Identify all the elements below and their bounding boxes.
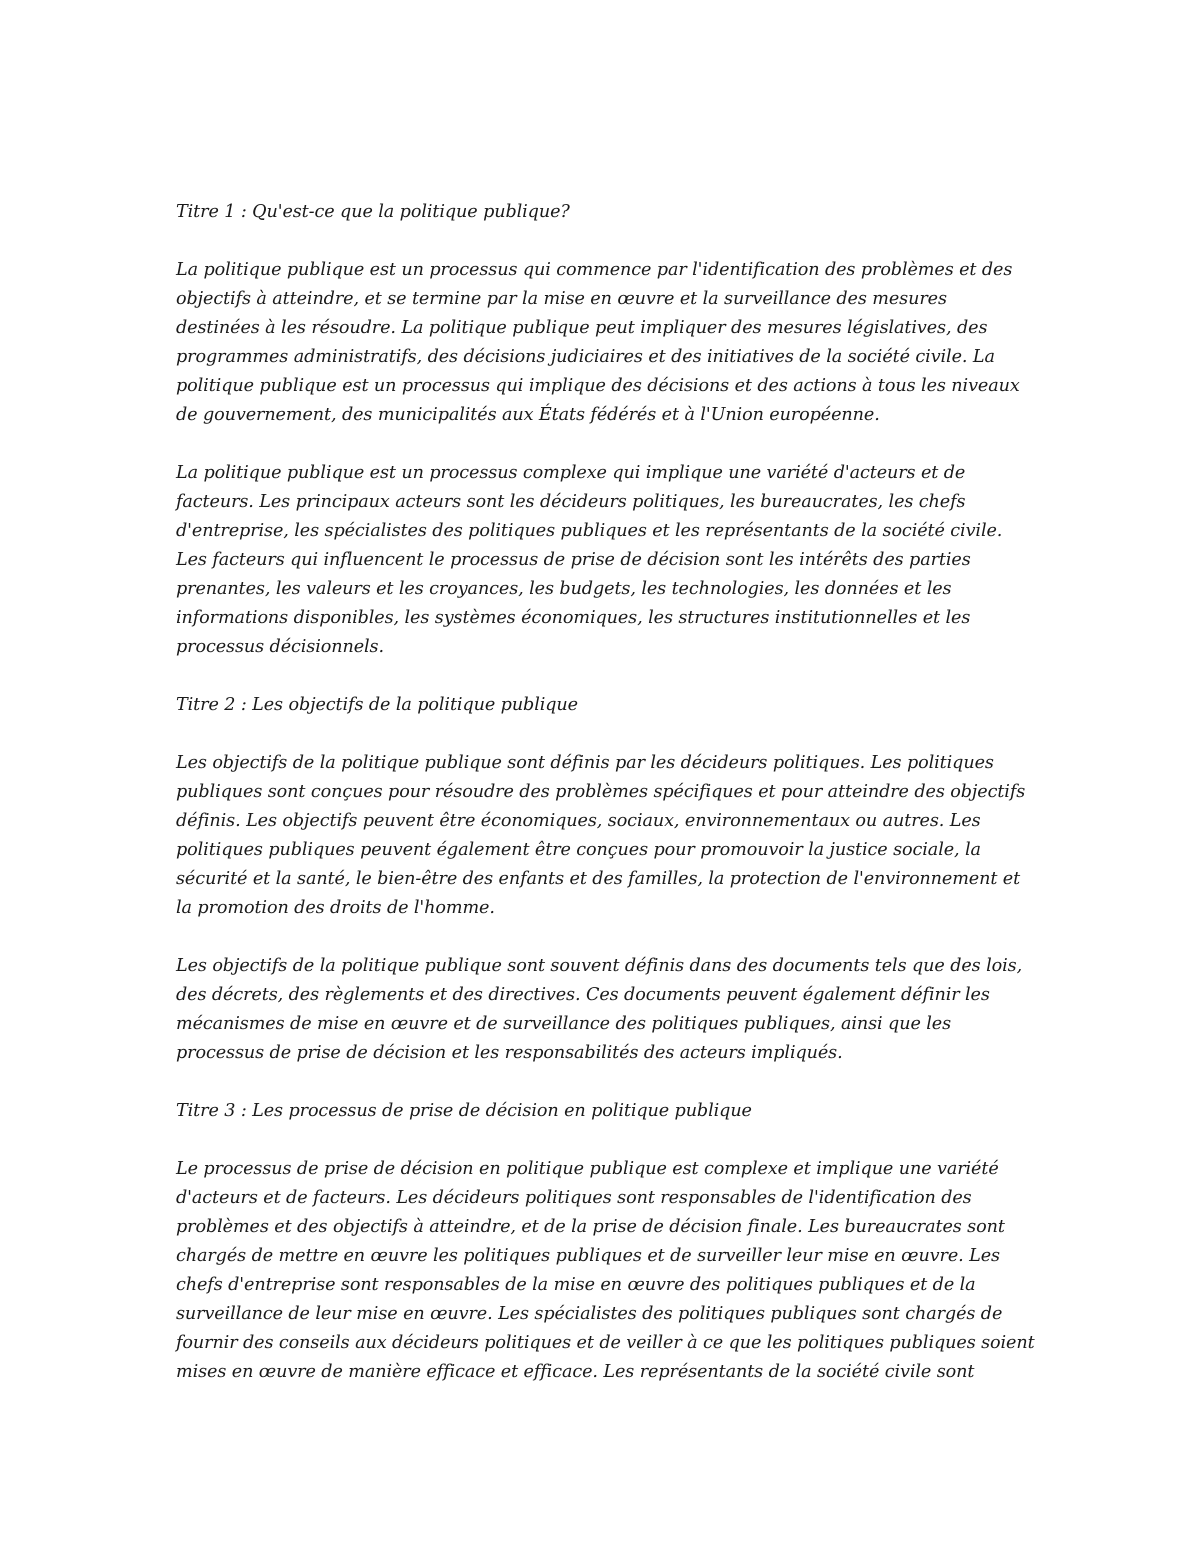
section-3-title: Titre 3 : Les processus de prise de décision en politique publique xyxy=(176,1101,752,1121)
section-1-paragraph-1: La politique publique est un processus qui commence par l'identification des problèmes et des objectifs à atteindre, et se termine par la mise en œuvre et la surveillance des mesures destinées à les résoudre. La politique publique peut impliquer des mesures législatives, des programmes administratifs, des décisions judiciaires et des initiatives de la société civile. La politique publique est un processus qui implique des décisions et des actions à tous les niveaux de gouvernement, des municipalités aux États fédérés et à l'Union européenne. xyxy=(176,260,1020,425)
section-2-paragraph-1: Les objectifs de la politique publique sont définis par les décideurs politiques. Les politiques publiques sont conçues pour résoudre des problèmes spécifiques et pour atteindre des objectifs définis. Les objectifs peuvent être économiques, sociaux, environnementaux ou autres. Les politiques publiques peuvent également être conçues pour promouvoir la justice sociale, la sécurité et la santé, le bien-être des enfants et des familles, la protection de l'environnement et la promotion des droits de l'homme. xyxy=(176,753,1026,918)
section-2-paragraph-2: Les objectifs de la politique publique sont souvent définis dans des documents tels que des lois, des décrets, des règlements et des directives. Ces documents peuvent également définir les mécanismes de mise en œuvre et de surveillance des politiques publiques, ainsi que les processus de prise de décision et les responsabilités des acteurs impliqués. xyxy=(176,956,1023,1063)
section-3-paragraph-1: Le processus de prise de décision en politique publique est complexe et implique une variété d'acteurs et de facteurs. Les décideurs politiques sont responsables de l'identification des problèmes et des objectifs à atteindre, et de la prise de décision finale. Les bureaucrates sont chargés de mettre en œuvre les politiques publiques et de surveiller leur mise en œuvre. Les chefs d'entreprise sont responsables de la mise en œuvre des politiques publiques et de la surveillance de leur mise en œuvre. Les spécialistes des politiques publiques sont chargés de fournir des conseils aux décideurs politiques et de veiller à ce que les politiques publiques soient mises en œuvre de manière efficace et efficace. Les représentants de la société civile sont xyxy=(176,1159,1035,1382)
section-2-title: Titre 2 : Les objectifs de la politique publique xyxy=(176,695,578,715)
section-1-title: Titre 1 : Qu'est-ce que la politique publique? xyxy=(176,202,570,222)
document-body xyxy=(176,198,1036,1416)
section-1-paragraph-2: La politique publique est un processus complexe qui implique une variété d'acteurs et de facteurs. Les principaux acteurs sont les décideurs politiques, les bureaucrates, les chefs d'entreprise, les spécialistes des politiques publiques et les représentants de la société civile. Les facteurs qui influencent le processus de prise de décision sont les intérêts des parties prenantes, les valeurs et les croyances, les budgets, les technologies, les données et les informations disponibles, les systèmes économiques, les structures institutionnelles et les processus décisionnels. xyxy=(176,463,1003,657)
